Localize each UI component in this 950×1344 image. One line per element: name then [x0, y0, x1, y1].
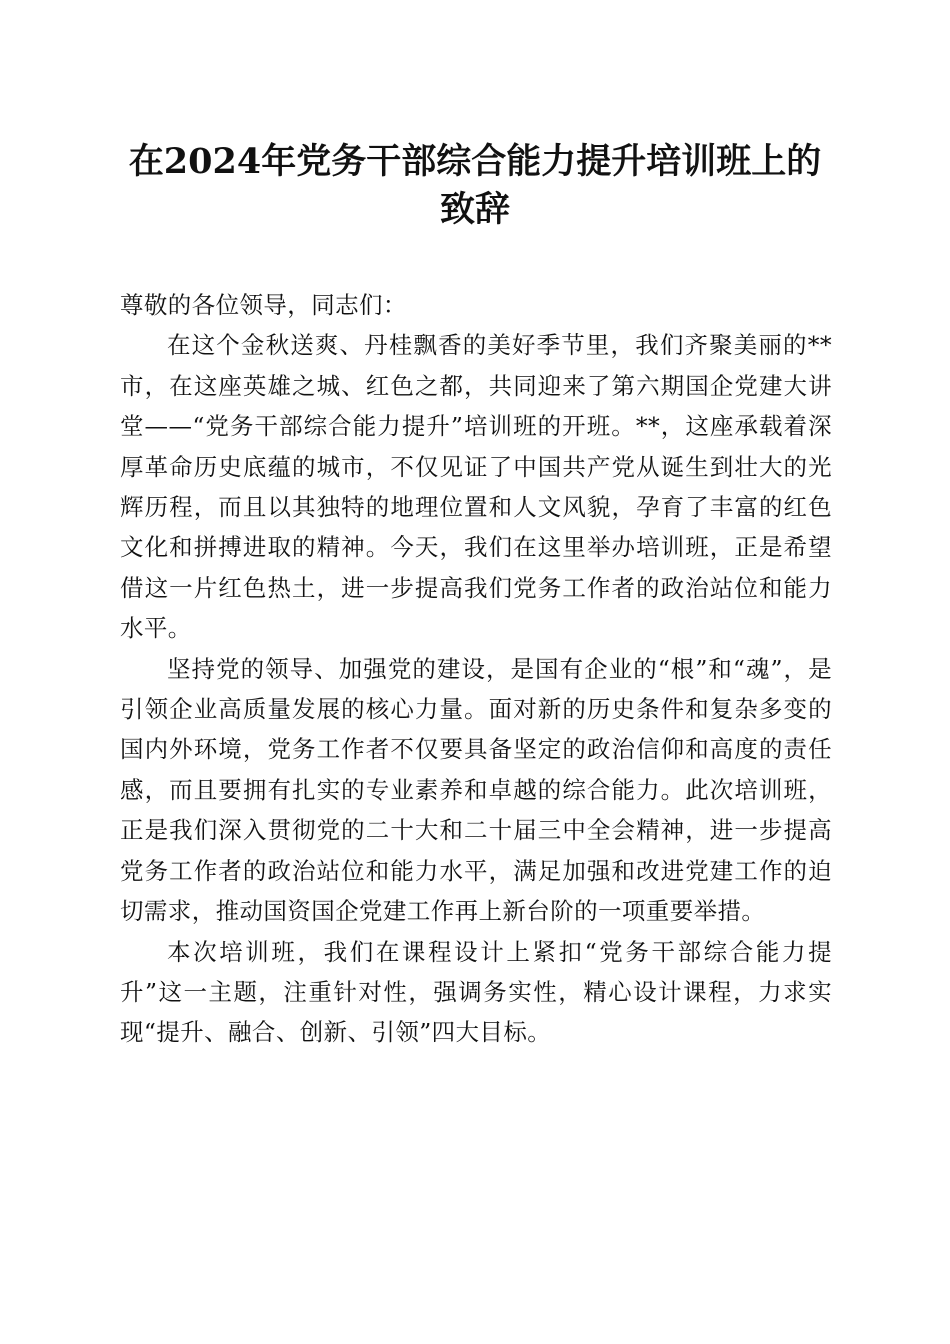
paragraph-2: 坚持党的领导、加强党的建设，是国有企业的“根”和“魂”，是引领企业高质量发展的核心力量。面对新的历史条件和复杂多变的国内外环境，党务工作者不仅要具备坚定的政治信仰和高度的责任感，而且要拥有扎实的专业素养和卓越的综合能力。此次培训班，正是我们深入贯彻党的二十大和二十届三中全会精神，进一步提高党务工作者的政治站位和能力水平，满足加强和改进党建工作的迫切需求，推动国资国企党建工作再上新台阶的一项重要举措。 — [120, 654, 832, 926]
title-line-1: 在2024年党务干部综合能力提升培训班上的 — [128, 141, 822, 182]
document-title — [100, 138, 850, 234]
paragraph-1: 在这个金秋送爽、丹桂飘香的美好季节里，我们齐聚美丽的**市，在这座英雄之城、红色之都，共同迎来了第六期国企党建大讲堂——“党务干部综合能力提升”培训班的开班。**，这座承载着深厚革命历史底蕴的城市，不仅见证了中国共产党从诞生到壮大的光辉历程，而且以其独特的地理位置和人文风貌，孕育了丰富的红色文化和拼搏进取的精神。今天，我们在这里举办培训班，正是希望借这一片红色热土，进一步提高我们党务工作者的政治站位和能力水平。 — [120, 331, 832, 643]
salutation: 尊敬的各位领导，同志们： — [120, 291, 407, 319]
title-line-2: 致辞 — [439, 189, 510, 230]
document-body — [120, 285, 832, 1053]
paragraph-3: 本次培训班，我们在课程设计上紧扣“党务干部综合能力提升”这一主题，注重针对性，强调务实性，精心设计课程，力求实现“提升、融合、创新、引领”四大目标。 — [120, 937, 832, 1047]
